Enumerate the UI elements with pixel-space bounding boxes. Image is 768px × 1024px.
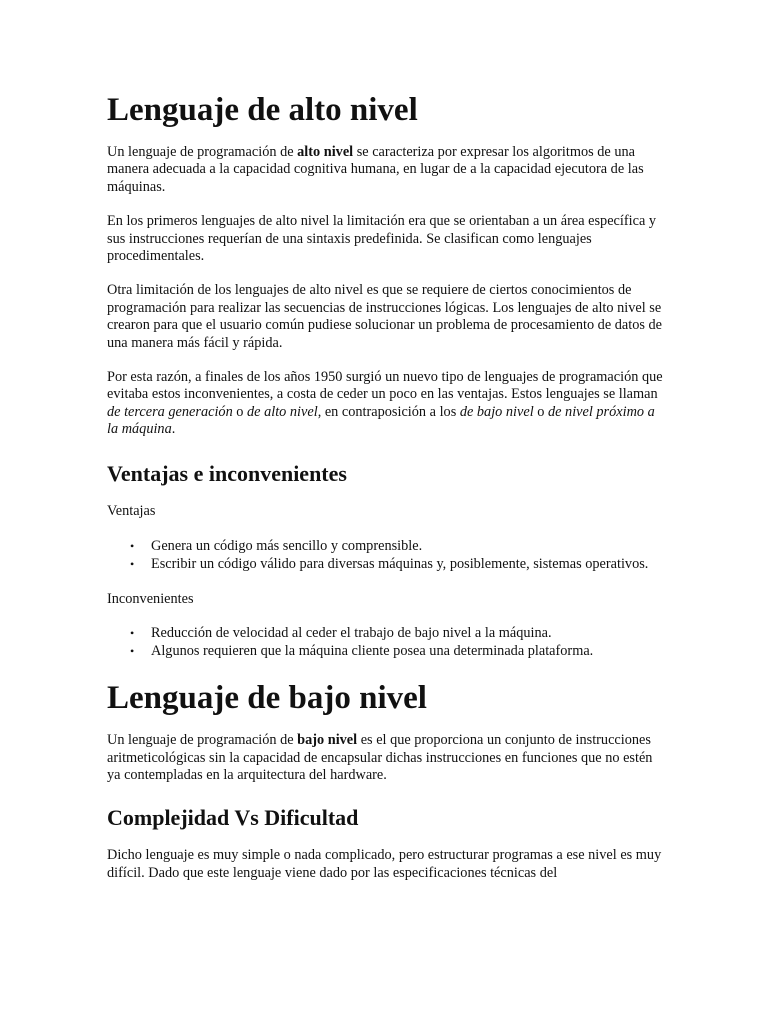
italic-term: de bajo nivel (459, 403, 534, 420)
heading-ventajas-inconvenientes: Ventajas e inconvenientes (107, 460, 347, 486)
label-ventajas: Ventajas (107, 502, 156, 519)
italic-term: de tercera generación (107, 403, 233, 420)
bullet-icon: • (130, 539, 135, 554)
list-item-text: Algunos requieren que la máquina cliente posea una determinada plataforma. (151, 642, 594, 659)
bullet-icon: • (130, 626, 135, 641)
list-item-text: Reducción de velocidad al ceder el trabajo de bajo nivel a la máquina. (151, 625, 552, 642)
list-item (130, 538, 667, 555)
list-item (130, 642, 667, 660)
italic-term: de nivel próximo a la máquina (107, 403, 655, 438)
heading-complejidad: Complejidad Vs Dificultad (107, 805, 359, 831)
text-run: , en contraposición a los (317, 403, 460, 420)
paragraph-alto-nivel-intro (107, 144, 667, 196)
list-item (130, 555, 667, 573)
bullet-icon: • (130, 556, 135, 571)
heading-bajo-nivel: Lenguaje de bajo nivel (107, 680, 427, 717)
paragraph-complejidad: Dicho lenguaje es muy simple o nada complicado, pero estructurar programas a ese nivel es muy difícil. Dado que este lenguaje viene dado por las especificaciones técnicas del (107, 847, 662, 881)
paragraph-otra-limitacion: Otra limitación de los lenguajes de alto nivel es que se requiere de ciertos conocimientos de programación para realizar las secuencias de instrucciones lógicas. Los lenguajes de alto nivel se crearon para que el usuario común pudiese solucionar un problema de procesamiento de datos de una manera más fácil y rápida. (107, 282, 662, 351)
list-inconvenientes (107, 625, 667, 660)
list-item-text: Genera un código más sencillo y comprensible. (151, 538, 423, 555)
bold-term-alto-nivel: alto nivel (297, 144, 354, 160)
text-run: es el que proporciona un conjunto de instrucciones aritmeticológicas sin la capacidad de encapsular dichas instrucciones en funciones que no estén ya contempladas en la arquitectura del hardware. (107, 732, 653, 783)
text-run: o (533, 403, 548, 420)
label-inconvenientes: Inconvenientes (107, 590, 194, 607)
heading-alto-nivel: Lenguaje de alto nivel (107, 92, 418, 128)
paragraph-bajo-nivel-intro (107, 732, 667, 784)
list-item-text: Escribir un código válido para diversas máquinas y, posiblemente, sistemas operativos. (151, 555, 649, 572)
italic-term: de alto nivel (247, 403, 318, 420)
text-run: se caracteriza por expresar los algoritmos de una manera adecuada a la capacidad cognitiva humana, en lugar de a la capacidad ejecutora de las máquinas. (107, 144, 644, 195)
text-run: Por esta razón, a finales de los años 1950 surgió un nuevo tipo de lenguajes de programación que evitaba estos inconvenientes, a costa de ceder un poco en las ventajas. Estos lenguajes se llaman (107, 369, 663, 403)
text-run: . (171, 421, 176, 438)
bullet-icon: • (130, 643, 135, 658)
text-run: o (232, 403, 248, 420)
text-run: Un lenguaje de programación de (107, 144, 298, 160)
document-page (107, 84, 667, 882)
text-run: Un lenguaje de programación de (107, 732, 298, 749)
list-ventajas (107, 538, 667, 573)
list-item (130, 625, 667, 642)
paragraph-primeros-lenguajes: En los primeros lenguajes de alto nivel la limitación era que se orientaban a un área específica y sus instrucciones requerían de una sintaxis predefinida. Se clasifican como lenguajes procedimentales. (107, 213, 657, 265)
bold-term-bajo-nivel: bajo nivel (297, 732, 358, 749)
paragraph-por-esta-razon (107, 369, 667, 439)
